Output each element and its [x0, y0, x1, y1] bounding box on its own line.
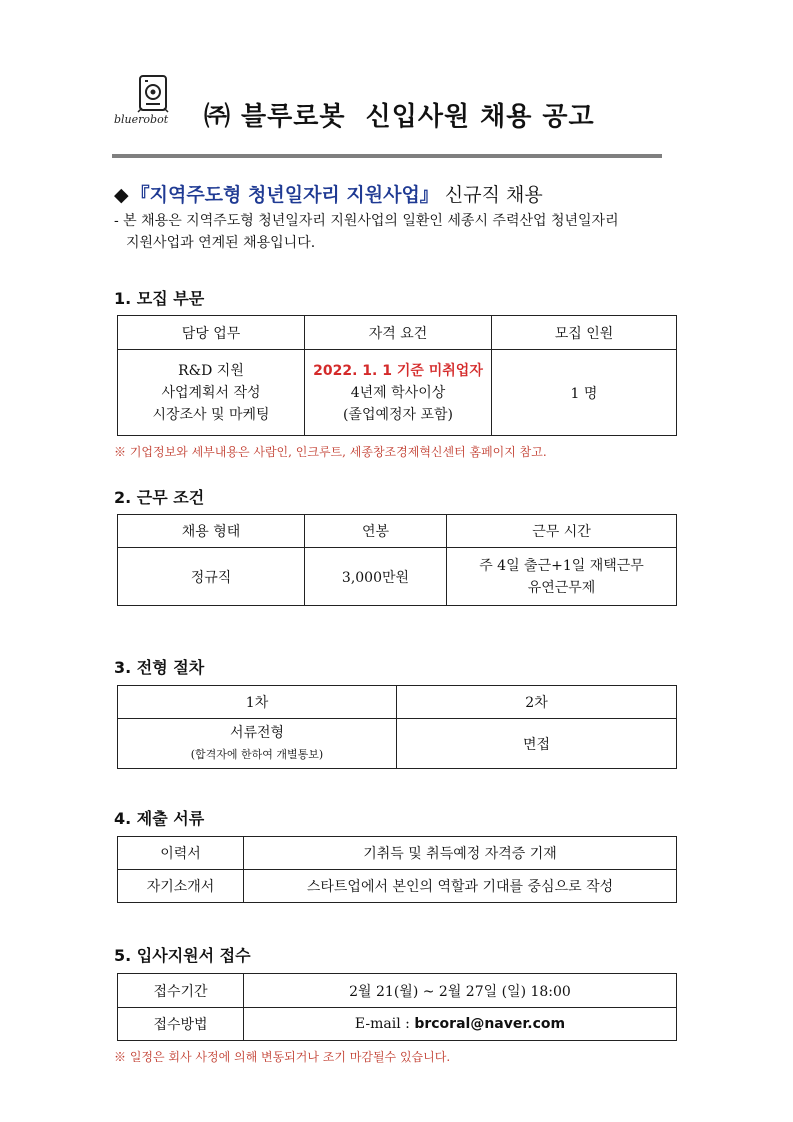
robot-logo-icon: [112, 72, 192, 116]
step-1-label: 서류전형: [229, 724, 285, 741]
desc-line-1: - 본 채용은 지역주도형 청년일자리 지원사업의 일환인 세종시 주력산업 청년일자리: [114, 213, 619, 229]
duty-item: 시장조사 및 마케팅: [152, 406, 270, 423]
period-value: 2월 21(월) ~ 2월 27일 (일) 18:00: [244, 974, 677, 1008]
header-hours: 근무 시간: [447, 515, 677, 548]
diamond-bullet-icon: ◆: [114, 184, 129, 206]
header-step-2: 2차: [397, 686, 677, 719]
document-value: 스타트업에서 본인의 역할과 기대를 중심으로 작성: [244, 870, 677, 903]
program-name: 『지역주도형 청년일자리 지원사업』: [130, 184, 439, 206]
step-1-cell: [118, 719, 397, 769]
step-2-cell: 면접: [397, 719, 677, 769]
document-value: 기취득 및 취득예정 자격증 기재: [244, 837, 677, 870]
duty-item: R&D 지원: [178, 362, 244, 379]
hours-line-2: 유연근무제: [527, 579, 596, 596]
desc-line-2: 지원사업과 연계된 채용입니다.: [126, 235, 316, 251]
header-count: 모집 인원: [492, 316, 677, 350]
program-line: [114, 180, 543, 207]
program-suffix: 신규직 채용: [444, 184, 543, 206]
header-employment-type: 채용 형태: [118, 515, 305, 548]
method-label: 접수방법: [118, 1008, 244, 1041]
header-salary: 연봉: [305, 515, 447, 548]
section-conditions-heading: 2. 근무 조건: [114, 488, 205, 507]
salary-cell: 3,000만원: [305, 548, 447, 606]
conditions-table: [117, 514, 677, 606]
method-prefix: E-mail :: [354, 1016, 410, 1032]
qualification-item: (졸업예정자 포함): [342, 406, 454, 423]
header-duty: 담당 업무: [118, 316, 305, 350]
email-link[interactable]: brcoral@naver.com: [414, 1016, 566, 1032]
section-recruitment-heading: 1. 모집 부문: [114, 289, 205, 308]
duty-cell: [118, 350, 305, 436]
document-label: 자기소개서: [118, 870, 244, 903]
period-label: 접수기간: [118, 974, 244, 1008]
schedule-note: ※ 일정은 회사 사정에 의해 변동되거나 조기 마감될수 있습니다.: [114, 1050, 451, 1064]
application-table: [117, 973, 677, 1041]
section-process-heading: 3. 전형 절차: [114, 658, 205, 677]
process-table: [117, 685, 677, 769]
recruitment-table: [117, 315, 677, 436]
employment-type-cell: 정규직: [118, 548, 305, 606]
qualification-item: 4년제 학사이상: [350, 384, 446, 401]
duty-item: 사업계획서 작성: [161, 384, 261, 401]
documents-table: [117, 836, 677, 903]
method-value: [244, 1008, 677, 1041]
logo-text: bluerobot: [114, 113, 169, 126]
section-application-heading: 5. 입사지원서 접수: [114, 946, 251, 965]
qualification-highlight: 2022. 1. 1 기준 미취업자: [313, 362, 483, 379]
qualification-cell: [305, 350, 492, 436]
header-qualification: 자격 요건: [305, 316, 492, 350]
header-step-1: 1차: [118, 686, 397, 719]
title-divider: [112, 154, 662, 158]
count-cell: 1 명: [492, 350, 677, 436]
hours-cell: [447, 548, 677, 606]
program-description: [114, 210, 684, 254]
step-1-note: (합격자에 한하여 개별통보): [190, 747, 324, 761]
hours-line-1: 주 4일 출근+1일 재택근무: [479, 557, 644, 574]
document-label: 이력서: [118, 837, 244, 870]
company-info-note: ※ 기업정보와 세부내용은 사람인, 인크루트, 세종창조경제혁신센터 홈페이지 참고.: [114, 445, 547, 459]
section-documents-heading: 4. 제출 서류: [114, 809, 205, 828]
page-title: ㈜ 블루로봇 신입사원 채용 공고: [204, 102, 595, 132]
